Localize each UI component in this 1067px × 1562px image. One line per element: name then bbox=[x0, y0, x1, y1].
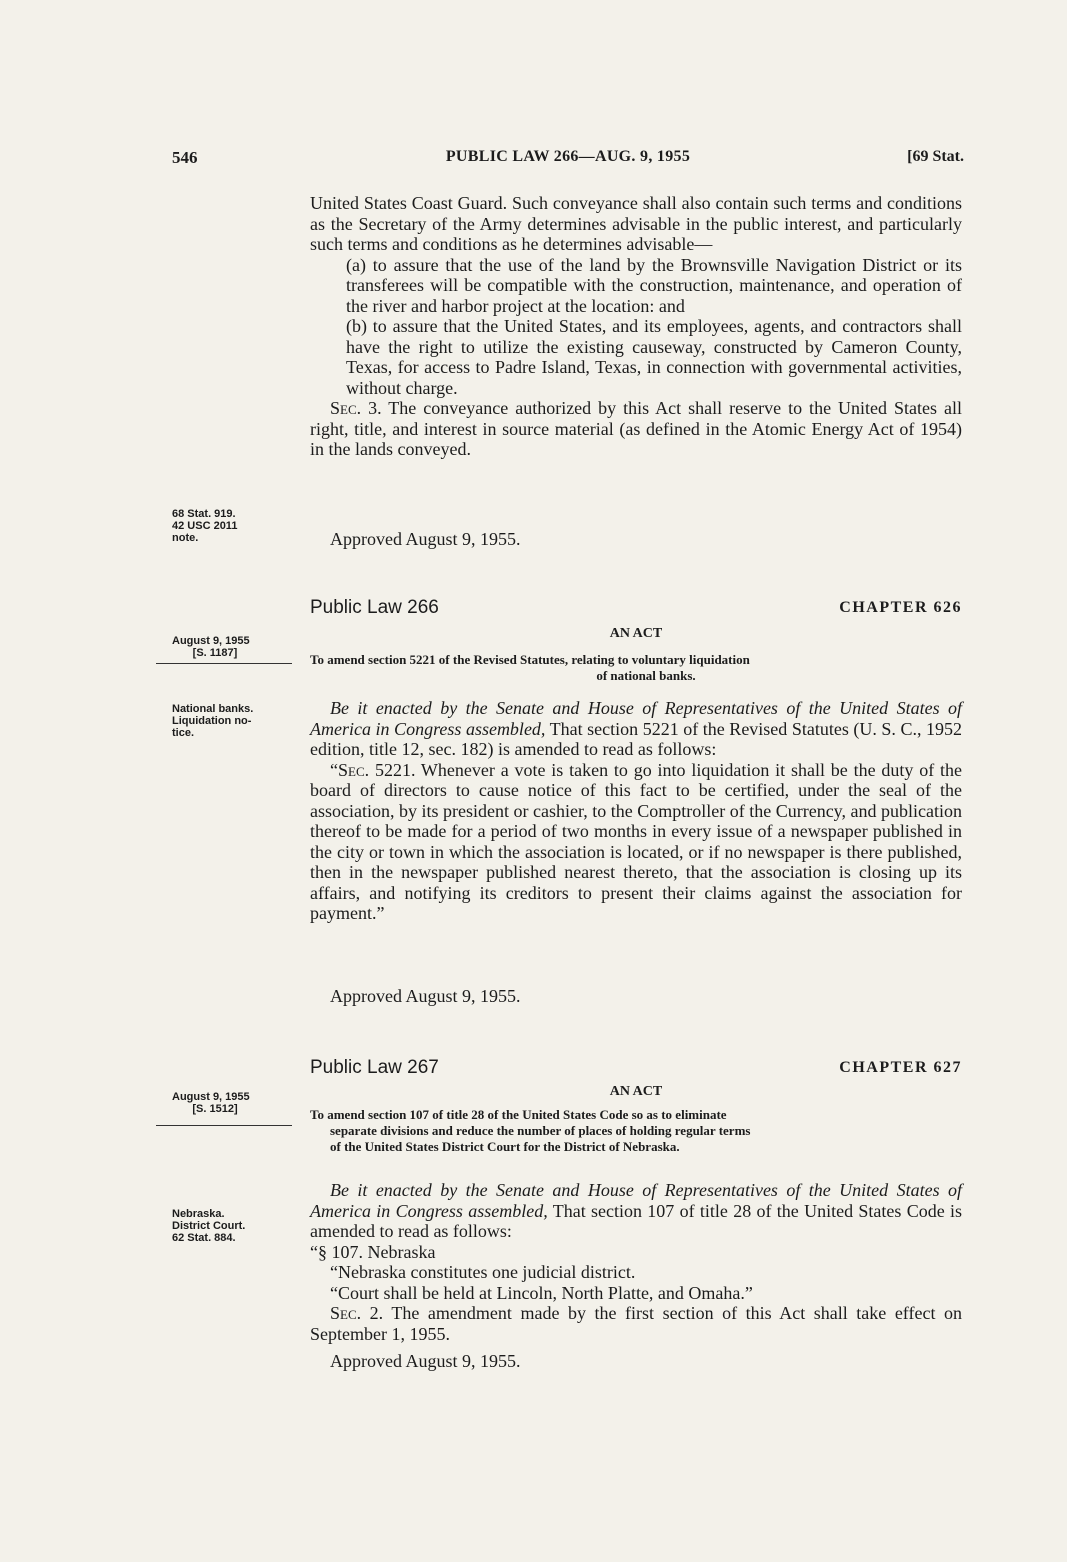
purpose-line: To amend section 107 of title 28 of the United States Code so as to eliminate bbox=[310, 1107, 727, 1122]
continuation-text bbox=[310, 193, 962, 460]
clause-b: (b) to assure that the United States, and its employees, agents, and contractors shall have the right to utilize the existing causeway, constructed by Cameron County, Texas, for access to Padre Island, Texas, in connection with governmental activities, without charge. bbox=[346, 316, 962, 398]
an-act-label: AN ACT bbox=[609, 626, 663, 641]
enacting-italic: Be it enacted by the Senate and House of Representatives of the United States of America in Congress assembled, bbox=[310, 698, 962, 739]
margin-line: 42 USC 2011 bbox=[172, 520, 238, 532]
enacting-italic: Be it enacted by the Senate and House of Representatives of the United States of America in Congress assembled, bbox=[310, 1180, 962, 1221]
volume-reference: [69 Stat. bbox=[907, 148, 964, 165]
margin-rule bbox=[156, 663, 292, 664]
section-3 bbox=[310, 398, 962, 460]
margin-line: Nebraska. bbox=[172, 1208, 225, 1220]
purpose-line: separate divisions and reduce the number of places of holding regular terms bbox=[330, 1123, 751, 1138]
pl267-purpose bbox=[310, 1107, 962, 1155]
margin-line: National banks. bbox=[172, 703, 254, 715]
section-2 bbox=[310, 1303, 962, 1344]
margin-line: 62 Stat. 884. bbox=[172, 1232, 236, 1244]
margin-note-topic bbox=[172, 703, 253, 739]
pl267-body bbox=[310, 1180, 962, 1344]
margin-note-topic bbox=[172, 1208, 245, 1244]
quoted-line: “Court shall be held at Lincoln, North Platte, and Omaha.” bbox=[330, 1282, 753, 1303]
section-label: Sec. 3. bbox=[330, 398, 382, 418]
approval-line: Approved August 9, 1955. bbox=[330, 1351, 521, 1371]
section-label: Sec. 2. bbox=[330, 1303, 384, 1323]
margin-line: 68 Stat. 919. bbox=[172, 508, 236, 520]
an-act-label: AN ACT bbox=[609, 1084, 663, 1099]
margin-note-statute bbox=[172, 508, 237, 544]
purpose-line: of the United States District Court for the District of Nebraska. bbox=[330, 1139, 680, 1154]
paragraph: United States Coast Guard. Such conveyance shall also contain such terms and conditions as the Secretary of the Army determines advisable in the public interest, and particularly such terms and conditions as he determines advisable— bbox=[310, 193, 962, 254]
margin-note-date bbox=[172, 635, 258, 659]
margin-line: District Court. bbox=[172, 1220, 246, 1232]
margin-line: tice. bbox=[172, 727, 195, 739]
quoted-line: “Nebraska constitutes one judicial district. bbox=[330, 1262, 636, 1282]
clause-a: (a) to assure that the use of the land by the Brownsville Navigation District or its transferees will be compatible with the construction, maintenance, and operation of the river and harbor project at the location: and bbox=[346, 254, 962, 316]
pl266-purpose bbox=[310, 652, 962, 684]
pl266-heading bbox=[310, 597, 962, 621]
margin-line: [S. 1512] bbox=[192, 1103, 238, 1115]
chapter-number: CHAPTER 627 bbox=[839, 1059, 962, 1076]
approval-line: Approved August 9, 1955. bbox=[330, 986, 521, 1006]
section-text: 5221. Whenever a vote is taken to go into liquidation it shall be the duty of the board of directors to cause notice of this fact to be certified, under the seal of the association, by its president or cashier, to the Comptroller of the Currency, and publication thereof to be made for a period of two months in every issue of a newspaper published in the city or town in which the association is located, or if no newspaper is there published, then in the newspaper published nearest thereto, that the association is closing up its affairs, and notifying its creditors to present their claims against the association for payment.” bbox=[310, 759, 962, 923]
enacting-text: That section 107 of title 28 of the United States Code is amended to read as follows: bbox=[310, 1200, 962, 1241]
margin-note-date bbox=[172, 1091, 258, 1115]
section-heading: “§ 107. Nebraska bbox=[310, 1241, 436, 1262]
public-law-number: Public Law 266 bbox=[310, 597, 439, 618]
margin-rule bbox=[156, 1125, 292, 1126]
margin-line: [S. 1187] bbox=[192, 647, 238, 659]
margin-line: note. bbox=[172, 532, 199, 544]
enacting-clause bbox=[310, 698, 962, 760]
enacting-text: That section 5221 of the Revised Statutes (U. S. C., 1952 edition, title 12, sec. 182) is amended to read as follows: bbox=[310, 718, 962, 759]
pl267-heading bbox=[310, 1057, 962, 1081]
amended-section bbox=[310, 760, 962, 924]
margin-line: August 9, 1955 bbox=[172, 1091, 250, 1103]
section-text: The amendment made by the first section of this Act shall take effect on September 1, 1955. bbox=[310, 1303, 962, 1344]
header-title: PUBLIC LAW 266—AUG. 9, 1955 bbox=[445, 148, 691, 165]
page-number: 546 bbox=[172, 148, 198, 167]
running-header bbox=[172, 148, 964, 176]
section-label: “Sec. bbox=[330, 759, 370, 780]
pl266-body bbox=[310, 698, 962, 924]
margin-line: August 9, 1955 bbox=[172, 635, 250, 647]
approval-line: Approved August 9, 1955. bbox=[330, 529, 521, 549]
margin-line: Liquidation no- bbox=[172, 715, 252, 727]
public-law-number: Public Law 267 bbox=[310, 1057, 439, 1078]
purpose-line: of national banks. bbox=[596, 668, 696, 683]
chapter-number: CHAPTER 626 bbox=[839, 599, 962, 616]
purpose-line: To amend section 5221 of the Revised Statutes, relating to voluntary liquidation bbox=[310, 652, 750, 667]
section-text: The conveyance authorized by this Act shall reserve to the United States all right, title, and interest in source material (as defined in the Atomic Energy Act of 1954) in the lands conveyed. bbox=[310, 398, 962, 459]
enacting-clause bbox=[310, 1180, 962, 1242]
